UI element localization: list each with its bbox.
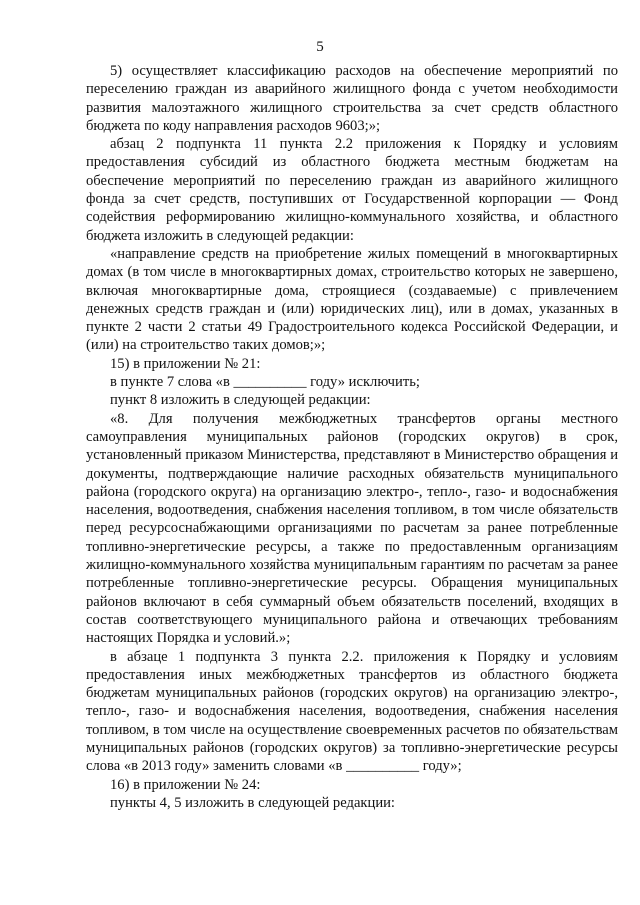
- paragraph: пункт 8 изложить в следующей редакции:: [110, 392, 371, 409]
- document-body: [86, 62, 618, 812]
- paragraph: 16) в приложении № 24:: [110, 776, 261, 793]
- paragraph: «8. Для получения межбюджетных трансфертов органы местного самоуправления муниципальных районов (городских округов) в срок, установленный приказом Министерства, представляют в Министерство обращения и документы, подтверждающие наличие расходных обязательств муниципального района (городского округа) на организацию электро-, тепло-, газо- и водоснабжения населения, водоотведения, снабжения населения топливом, в том числе обязательств перед ресурсоснабжающими организациями по расчетам за ранее потребленные топливно-энергетические ресурсы, а также по предоставленным организациям жилищно-коммунального хозяйства муниципальным гарантиям по расчетам за ранее потребленные топливно-энергетические ресурсы. Обращения муниципальных районов включают в себя суммарный объем обязательств поселений, входящих в состав соответствующего муниципального района и отвечающих требованиям настоящих Порядка и условий.»;: [86, 410, 618, 647]
- paragraph: «направление средств на приобретение жилых помещений в многоквартирных домах (в том числе в многоквартирных домах, строительство которых не завершено, включая многоквартирные дома, строящиеся (создаваемые) с привлечением денежных средств граждан и (или) юридических лиц), или в домах, указанных в пункте 2 части 2 статьи 49 Градостроительного кодекса Российской Федерации, и (или) на строительство таких домов;»;: [86, 245, 618, 354]
- paragraph: в пункте 7 слова «в __________ году» исключить;: [110, 374, 420, 391]
- paragraph: пункты 4, 5 изложить в следующей редакции:: [110, 794, 395, 811]
- paragraph: абзац 2 подпункта 11 пункта 2.2 приложения к Порядку и условиям предоставления субсидий из областного бюджета местным бюджетам на обеспечение мероприятий по переселению граждан из аварийного жилищного фонда за счет средств, поступивших от Государственной корпорации — Фонд содействия реформированию жилищно-коммунального хозяйства, и областного бюджета изложить в следующей редакции:: [86, 136, 618, 244]
- paragraph: в абзаце 1 подпункта 3 пункта 2.2. приложения к Порядку и условиям предоставления иных межбюджетных трансфертов из областного бюджета бюджетам муниципальных районов (городских округов) на организацию электро-, тепло-, газо- и водоснабжения населения, водоотведения, снабжения населения топливом, в том числе на осуществление своевременных расчетов по обязательствам муниципальных районов (городских округов) за топливно-энергетические ресурсы слова «в 2013 году» заменить словами «в __________ году»;: [86, 648, 618, 775]
- paragraph: 5) осуществляет классификацию расходов на обеспечение мероприятий по переселению граждан из аварийного жилищного фонда с учетом необходимости развития малоэтажного жилищного строительства за счет средств областного бюджета по коду направления расходов 9603;»;: [86, 63, 618, 134]
- page-number: 5: [316, 39, 324, 55]
- paragraph: 15) в приложении № 21:: [110, 355, 261, 372]
